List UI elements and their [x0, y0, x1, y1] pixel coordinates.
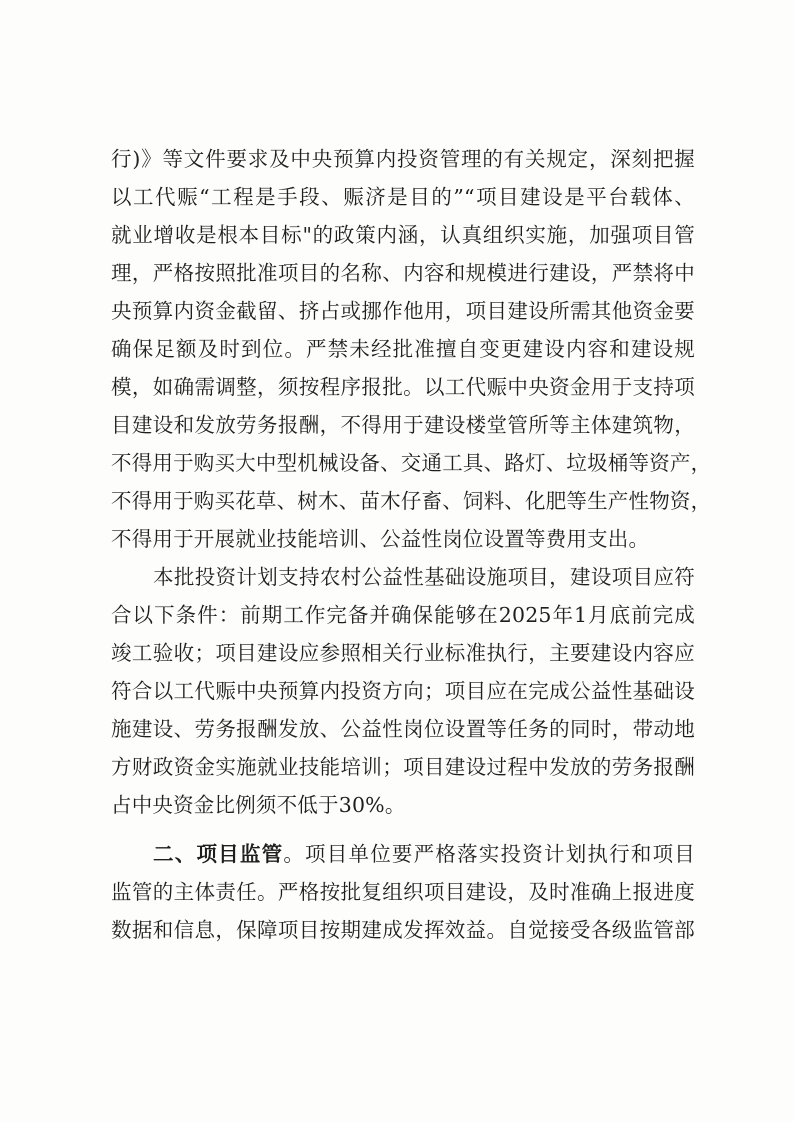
paragraph-2 [111, 558, 695, 824]
text-line: 理，严格按照批准项目的名称、内容和规模进行建设，严禁将中 [111, 261, 695, 285]
text-line: 以工代赈“工程是手段、赈济是目的”“项目建设是平台载体、 [111, 185, 695, 209]
text-line: 央预算内资金截留、挤占或挪作他用，项目建设所需其他资金要 [111, 299, 695, 323]
section-heading-rest: 。项目单位要严格落实投资计划执行和项目 [283, 842, 695, 866]
document-body [111, 140, 712, 949]
text-line: 行)》等文件要求及中央预算内投资管理的有关规定，深刻把握 [111, 147, 695, 171]
text-line: 不得用于开展就业技能培训、公益性岗位设置等费用支出。 [111, 527, 650, 551]
text-line: 就业增收是根本目标"的政策内涵，认真组织实施，加强项目管 [111, 223, 695, 247]
text-line: 方财政资金实施就业技能培训；项目建设过程中发放的劳务报酬 [111, 755, 695, 779]
text-line: 不得用于购买大中型机械设备、交通工具、路灯、垃圾桶等资产， [111, 451, 712, 475]
section-heading-line [111, 835, 695, 873]
text-line: 合以下条件：前期工作完备并确保能够在2025年1月底前完成 [111, 603, 695, 627]
text-line: 施建设、劳务报酬发放、公益性岗位设置等任务的同时，带动地 [111, 717, 695, 741]
text-line: 确保足额及时到位。严禁未经批准擅自变更建设内容和建设规 [111, 337, 695, 361]
text-line: 竣工验收；项目建设应参照相关行业标准执行，主要建设内容应 [111, 641, 695, 665]
text-line: 占中央资金比例须不低于30%。 [111, 793, 406, 817]
text-line: 监管的主体责任。严格按批复组织项目建设，及时准确上报进度 [111, 880, 695, 904]
text-line: 目建设和发放劳务报酬，不得用于建设楼堂管所等主体建筑物， [111, 413, 695, 437]
text-line: 本批投资计划支持农村公益性基础设施项目，建设项目应符 [153, 565, 695, 589]
section-2 [111, 835, 695, 949]
text-line: 模，如确需调整，须按程序报批。以工代赈中央资金用于支持项 [111, 375, 695, 399]
text-line: 不得用于购买花草、树木、苗木仔畜、饲料、化肥等生产性物资， [111, 489, 712, 513]
text-line: 符合以工代赈中央预算内投资方向；项目应在完成公益性基础设 [111, 679, 695, 703]
section-heading: 二、项目监管 [153, 842, 284, 866]
paragraph-gap [111, 824, 695, 835]
paragraph-1 [111, 140, 712, 558]
text-line: 数据和信息，保障项目按期建成发挥效益。自觉接受各级监管部 [111, 918, 695, 942]
